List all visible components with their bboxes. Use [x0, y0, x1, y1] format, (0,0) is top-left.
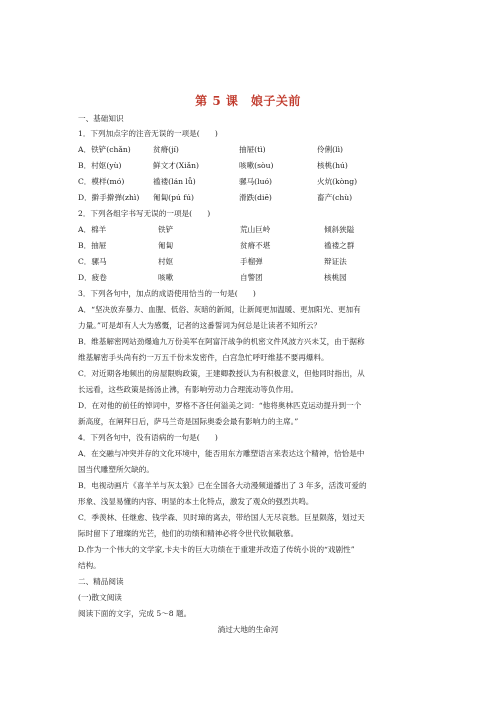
question-4-option-c-line1: C．季羡林、任继愈、钱学森、贝时璋的离去，带给国人无尽哀愁。巨星陨落，划过天	[78, 513, 365, 522]
option-text: 抽屉(tì)	[239, 145, 266, 154]
question-4-option-b-line2: 形象、浅显易懂的内容、明显的本土化特点，激发了观众的强烈共鸣。	[78, 497, 314, 506]
question-3-option-a-line2: 力量。”可是却有人大为感慨，记者的这番誓词为何总是让读者不知所云？	[78, 321, 322, 330]
option-text: 自警团	[240, 273, 263, 282]
option-text: 鲜文才(Xiǎn)	[153, 161, 199, 170]
question-3-option-c-line2: 长远看，这些政策是扬汤止沸，有影响劳动力合理流动等负作用。	[78, 385, 299, 394]
lesson-title: 第 5 课 娘子关前	[195, 94, 301, 108]
subsection-heading-prose: (一)散文阅读	[78, 593, 122, 602]
option-text: B．村妪(yù)	[78, 161, 122, 170]
option-text: 褴褛之群	[324, 241, 355, 250]
option-text: 匍匐	[158, 241, 174, 250]
option-text: 畜产(chù)	[317, 193, 353, 202]
section-heading-basics: 一、基础知识	[78, 114, 124, 123]
option-text: 咳嗽	[158, 273, 174, 282]
option-text: 褴褛(lán lǚ)	[153, 177, 196, 186]
option-text: 核桃(hú)	[317, 161, 348, 170]
question-3-stem: 3．下列各句中，加点的成语使用恰当的一句是( )	[78, 289, 256, 298]
question-4-option-a-line1: A．在交融与冲突并存的文化环境中，能否用东方雕塑语言来表达这个精神，恰恰是中	[78, 449, 365, 458]
question-4-option-b-line1: B．电视动画片《喜羊羊与灰太狼》已在全国各大动漫频道播出了 3 年多，活泼可爱的	[78, 481, 367, 490]
option-text: 手榴弹	[240, 257, 263, 266]
option-text: 铁铲	[158, 225, 174, 234]
option-text: C．模样(mó)	[78, 177, 125, 186]
option-text: C．骡马	[78, 257, 107, 266]
option-text: 贫瘠不堪	[240, 241, 271, 250]
question-2-stem: 2．下列各组字书写无误的一项是( )	[78, 209, 211, 218]
option-text: 滑跌(diē)	[239, 193, 272, 202]
option-text: 火炕(kòng)	[317, 177, 358, 186]
question-3-option-d-line1: D．在对他的前任的悼词中，罗格不吝任何溢美之词：“他将奥林匹克运动提升到一个	[78, 401, 362, 410]
option-text: 村妪	[158, 257, 174, 266]
question-1-stem: 1．下列加点字的注音无误的一项是( )	[78, 129, 218, 138]
option-text: D．擀手擀弹(zhì)	[78, 193, 140, 202]
question-4-option-d-line2: 结构。	[78, 561, 101, 570]
question-2-option-d	[78, 273, 424, 283]
option-text: 咳嗽(sòu)	[239, 161, 274, 170]
question-3-option-b-line2: 维基解密手头尚有约一万五千份未发密件，白宫急忙呼吁维基不要再爆料。	[78, 353, 329, 362]
option-text: 伶俐(lì)	[317, 145, 343, 154]
question-4-option-c-line2: 际时留下了璀璨的光芒，他们的功绩和精神必将令世代钦佩敬慕。	[78, 529, 299, 538]
passage-title: 淌过大地的生命河	[217, 625, 279, 634]
question-2-option-b	[78, 241, 424, 251]
option-text: 辩证法	[324, 257, 347, 266]
section-heading-reading: 二、精品阅读	[78, 577, 124, 586]
question-3-option-b-line1: B．维基解密网站劲爆逾九万份美军在阿富汗战争的机密文件风波方兴未艾，由于据称	[78, 337, 365, 346]
question-1-option-c	[78, 177, 424, 187]
question-4-option-d-line1: D.作为一个伟大的文学家,卡夫卡的巨大功绩在于重建并改造了传统小说的“戏剧性”	[78, 545, 355, 554]
question-2-option-c	[78, 257, 424, 267]
reading-instruction: 阅读下面的文字，完成 5～8 题。	[78, 609, 192, 618]
option-text: 贫瘠(jí)	[153, 145, 179, 154]
question-3-option-c-line1: C．对近期各地频出的房屋限购政策，王建卿教授认为有积极意义，但他同时指出，从	[78, 369, 365, 378]
question-4-option-a-line2: 国当代雕塑所欠缺的。	[78, 465, 154, 474]
question-3-option-d-line2: 新高度，在阐拜日后，萨马兰奇是国际奥委会最有影响力的主席。”	[78, 417, 299, 426]
question-1-option-d	[78, 193, 424, 203]
option-text: 骡马(luó)	[239, 177, 273, 186]
option-text: 匍匐(pú fú)	[153, 193, 194, 202]
question-2-option-a	[78, 225, 424, 235]
option-text: 荒山巨岭	[240, 225, 271, 234]
option-text: A．铁铲(chǎn)	[78, 145, 131, 154]
question-1-option-b	[78, 161, 424, 171]
question-4-stem: 4．下列各句中，没有语病的一句是( )	[78, 433, 218, 442]
option-text: 核桃园	[324, 273, 347, 282]
option-text: D．疲卷	[78, 273, 107, 282]
option-text: A．棉羊	[78, 225, 107, 234]
option-text: 倾斜狭隘	[324, 225, 355, 234]
option-text: B．抽屉	[78, 241, 107, 250]
question-3-option-a-line1: A．“坚决放弃暴力、血腥、低俗、灰暗的新闻，让新闻更加温暖、更加阳光、更加有	[78, 305, 361, 314]
question-1-option-a	[78, 145, 424, 155]
